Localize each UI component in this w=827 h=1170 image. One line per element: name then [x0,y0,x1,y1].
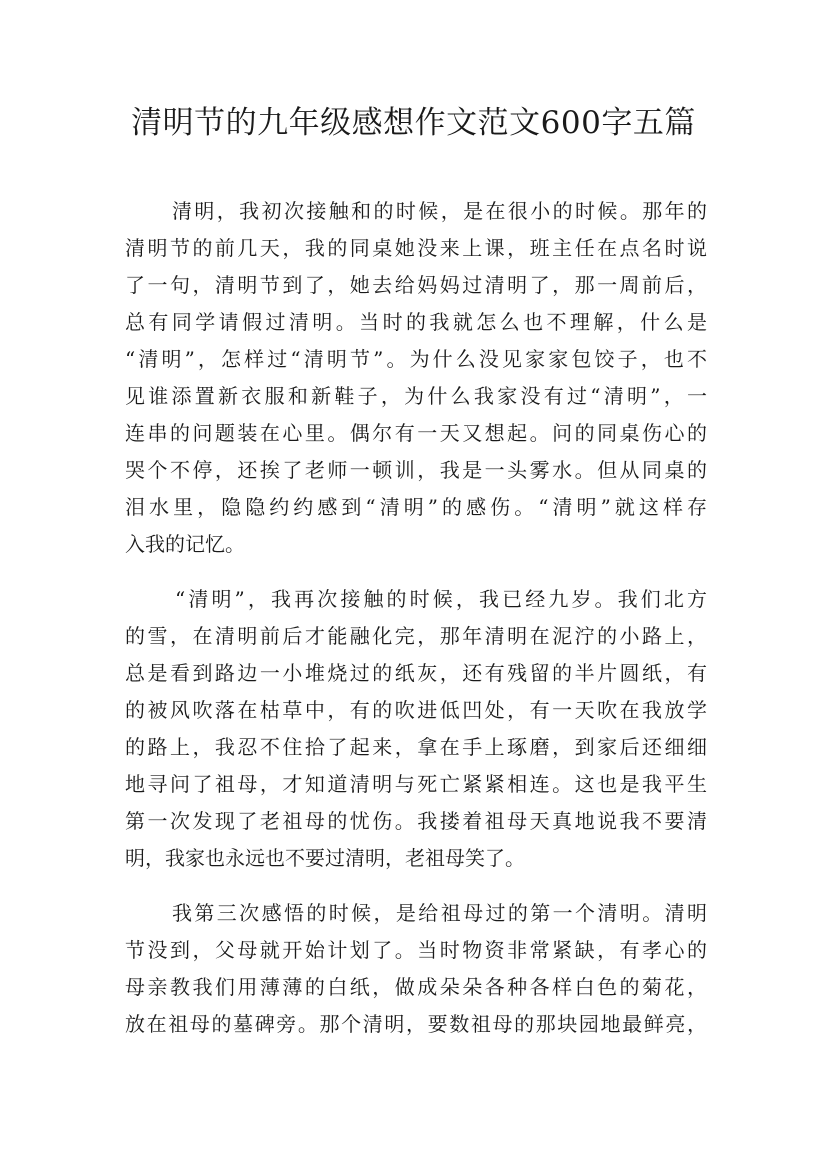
document-title: 清明节的九年级感想作文范文600字五篇 [131,105,696,141]
paragraph-1-line-3: 了一句，清明节到了，她去给妈妈过清明了，那一周前后， [125,273,707,297]
paragraph-1-line-2: 清明节的前几天，我的同桌她没来上课，班主任在点名时说 [125,236,707,260]
paragraph-2-line-6: 地寻问了祖母，才知道清明与死亡紧紧相连。这也是我平生 [125,772,707,796]
paragraph-2-line-1: “清明”，我再次接触的时候，我已经九岁。我们北方 [175,587,707,611]
paragraph-1-line-7: 连串的问题装在心里。偶尔有一天又想起。问的同桌伤心的 [125,421,707,445]
paragraph-1-line-4: 总有同学请假过清明。当时的我就怎么也不理解，什么是 [125,310,707,334]
paragraph-1-line-10: 入我的记忆。 [125,532,245,556]
paragraph-2-line-4: 的被风吹落在枯草中，有的吹进低凹处，有一天吹在我放学 [125,698,707,722]
paragraph-1-line-9: 泪水里，隐隐约约感到“清明”的感伤。“清明”就这样存 [125,495,707,519]
paragraph-2-line-7: 第一次发现了老祖母的忧伤。我搂着祖母天真地说我不要清 [125,809,707,833]
paragraph-1-line-5: “清明”，怎样过“清明节”。为什么没见家家包饺子，也不 [125,347,707,371]
paragraph-3-line-2: 节没到，父母就开始计划了。当时物资非常紧缺，有孝心的 [125,938,707,962]
paragraph-2-line-8: 明，我家也永远也不要过清明，老祖母笑了。 [125,846,525,870]
paragraph-1-line-1: 清明，我初次接触和的时候，是在很小的时候。那年的 [172,199,707,223]
paragraph-2-line-3: 总是看到路边一小堆烧过的纸灰，还有残留的半片圆纸，有 [125,661,707,685]
paragraph-3-line-4: 放在祖母的墓碑旁。那个清明，要数祖母的那块园地最鲜亮， [125,1012,707,1036]
paragraph-3-line-3: 母亲教我们用薄薄的白纸，做成朵朵各种各样白色的菊花， [125,975,707,999]
paragraph-2-line-5: 的路上，我忍不住拾了起来，拿在手上琢磨，到家后还细细 [125,735,707,759]
paragraph-1-line-6: 见谁添置新衣服和新鞋子，为什么我家没有过“清明”，一 [125,384,707,408]
paragraph-1-line-8: 哭个不停，还挨了老师一顿训，我是一头雾水。但从同桌的 [125,458,707,482]
paragraph-3-line-1: 我第三次感悟的时候，是给祖母过的第一个清明。清明 [172,901,707,925]
paragraph-2-line-2: 的雪，在清明前后才能融化完，那年清明在泥泞的小路上， [125,624,707,648]
